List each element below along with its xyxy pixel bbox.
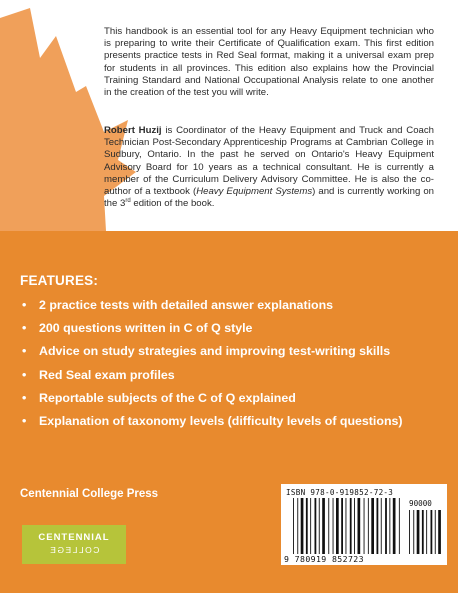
isbn-barcode bbox=[281, 484, 447, 565]
feature-item bbox=[22, 410, 442, 433]
bullet-icon: • bbox=[22, 367, 27, 382]
feature-text: Red Seal exam profiles bbox=[39, 367, 175, 382]
feature-item bbox=[22, 317, 442, 340]
feature-text: Reportable subjects of the C of Q explained bbox=[39, 390, 296, 405]
barcode-bar bbox=[346, 498, 347, 554]
feature-item bbox=[22, 364, 442, 387]
barcode-bar bbox=[389, 498, 390, 554]
centennial-college-logo bbox=[22, 525, 126, 564]
feature-item bbox=[22, 294, 442, 317]
barcode-bar bbox=[310, 498, 311, 554]
barcode-bar bbox=[431, 510, 433, 554]
features-list bbox=[22, 294, 442, 433]
book-title: Heavy Equipment Systems bbox=[196, 186, 313, 198]
features-heading: FEATURES: bbox=[20, 273, 99, 288]
barcode-bar bbox=[393, 498, 396, 554]
barcode-bar bbox=[438, 510, 441, 554]
barcode-bar bbox=[435, 510, 436, 554]
barcode-bar bbox=[385, 498, 387, 554]
barcode-addon: 90000 bbox=[409, 499, 432, 508]
barcode-bar bbox=[422, 510, 424, 554]
author-bio-text-1: is Coordinator of the Heavy Equipment and Truck and Coach Technician Post-Secondary Apprenticeship Programs at Cambrian College in Sudbury, Ontario. In the past he served on Ontario's Heavy Equipment Advisory Board for 10 years as a technical consultant. He is currently a member of the Curriculum Delivery Advisory Committee. He is also the co-author of a textbook ( bbox=[104, 125, 434, 198]
barcode-bar bbox=[297, 498, 298, 554]
barcode-bar bbox=[364, 498, 365, 554]
barcode-bar bbox=[381, 498, 382, 554]
feature-item bbox=[22, 340, 442, 363]
edition-superscript: rd bbox=[125, 198, 131, 205]
barcode-bar bbox=[336, 498, 339, 554]
barcode-bar bbox=[371, 498, 374, 554]
barcode-bar bbox=[341, 498, 343, 554]
barcode-bar bbox=[293, 498, 294, 554]
publisher-name: Centennial College Press bbox=[20, 488, 159, 500]
barcode-bar bbox=[399, 498, 400, 554]
barcode-bar bbox=[377, 498, 379, 554]
author-bio bbox=[104, 125, 434, 210]
barcode-bar bbox=[319, 498, 320, 554]
barcode-bar bbox=[417, 510, 420, 554]
barcode-bar bbox=[350, 498, 352, 554]
barcode-bar bbox=[306, 498, 308, 554]
top-description-panel bbox=[0, 0, 458, 231]
author-bio-text-3: edition of the book. bbox=[130, 198, 215, 210]
barcode-bar bbox=[315, 498, 317, 554]
barcode-bar bbox=[426, 510, 427, 554]
features-panel bbox=[0, 231, 458, 593]
barcode-bar bbox=[413, 510, 414, 554]
feature-text: 200 questions written in C of Q style bbox=[39, 321, 253, 336]
barcode-bars bbox=[281, 484, 447, 565]
feature-text: Advice on study strategies and improving test-writing skills bbox=[39, 344, 391, 359]
feature-text: Explanation of taxonomy levels (difficulty levels of questions) bbox=[39, 414, 403, 429]
barcode-bar bbox=[328, 498, 329, 554]
barcode-bar bbox=[301, 498, 304, 554]
barcode-bar bbox=[354, 498, 355, 554]
author-name: Robert Huzij bbox=[104, 125, 162, 136]
logo-line-2: COLLEGE bbox=[48, 545, 100, 555]
barcode-digits: 9 780919 852723 bbox=[284, 554, 364, 564]
feature-item bbox=[22, 387, 442, 410]
barcode-bar bbox=[358, 498, 361, 554]
barcode-bar bbox=[322, 498, 325, 554]
isbn-number: ISBN 978-0-919852-72-3 bbox=[286, 488, 394, 497]
bullet-icon: • bbox=[22, 414, 27, 429]
logo-line-1: CENTENNIAL bbox=[38, 532, 110, 543]
bullet-icon: • bbox=[22, 390, 27, 405]
book-description: This handbook is an essential tool for any Heavy Equipment technician who is preparing to write their Certificate of Qualification exam. This first edition presents practice tests in Red Seal format, making it a universal exam prep for students in all provinces. This edition also explains how the Provincial Training Standard and National Occupational Analysis relate to one another in the creation of the test you will write. bbox=[104, 26, 434, 99]
feature-text: 2 practice tests with detailed answer explanations bbox=[39, 298, 334, 312]
barcode-bar bbox=[333, 498, 334, 554]
bullet-icon: • bbox=[22, 321, 27, 336]
barcode-bar bbox=[409, 510, 410, 554]
barcode-bar bbox=[368, 498, 369, 554]
bullet-icon: • bbox=[22, 298, 27, 312]
bullet-icon: • bbox=[22, 344, 27, 359]
author-bio-text-2: ) and is currently working on the 3 bbox=[104, 186, 434, 210]
